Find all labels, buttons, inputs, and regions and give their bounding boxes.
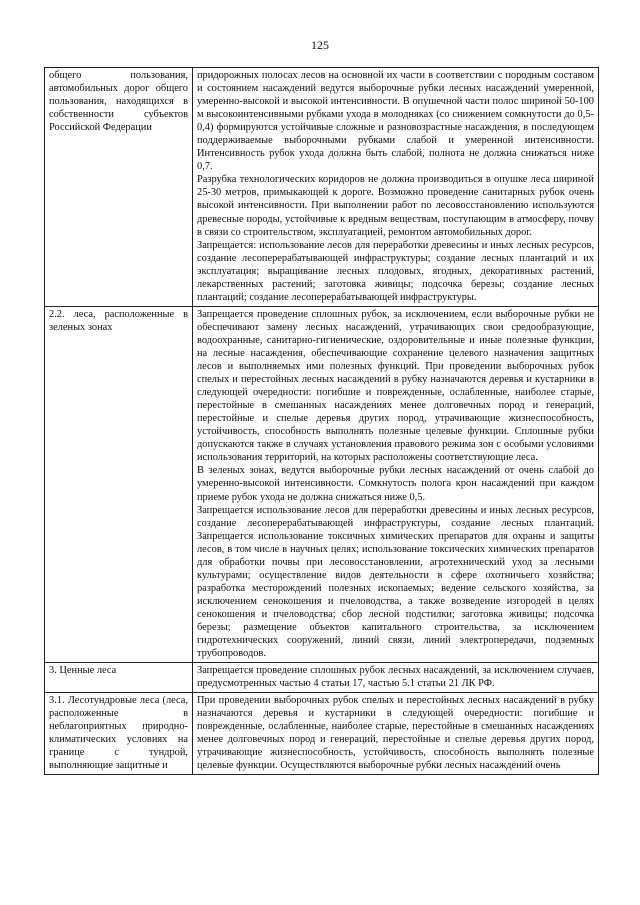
regulation-cell xyxy=(193,663,599,693)
paragraph: Запрещается: использование лесов для переработки древесины и иных лесных ресурсов, создание лесоперерабатывающей инфраструктуры; создание лесных плантаций и их эксплуатация; выращивание лесных плодовых, ягодных, декоративных растений, лекарственных растений; заготовка живицы; подсочка березы; создание лесных плантаций; создание лесоперерабатывающей инфраструктуры. xyxy=(197,239,594,303)
paragraph: В зеленых зонах, ведутся выборочные рубки лесных насаждений от очень слабой до умеренно-высокой интенсивности. Сомкнутость полога крон насаждений при каждом приеме рубок ухода не должна снижаться ниже 0,5. xyxy=(197,465,594,503)
table-row xyxy=(45,306,599,662)
paragraph: Разрубка технологических коридоров не должна производиться в опушке леса шириной 25-30 метров, примыкающей к дороге. Возможно проведение санитарных рубок очень высокой интенсивности. При выполнении работ по лесовосстановлению используются древесные породы, устойчивые к вредным веществам, поступающим в атмосферу, почву в связи со строительством, эксплуатацией, ремонтом автомобильных дорог. xyxy=(197,174,594,238)
forest-regulations-table xyxy=(44,67,599,775)
category-cell: общего пользования, автомобильных дорог общего пользования, находящихся в собственности субъектов Российской Федерации xyxy=(45,68,193,307)
regulation-cell xyxy=(193,68,599,307)
page-number: 125 xyxy=(311,38,329,52)
paragraph: Запрещается проведение сплошных рубок, за исключением, если выборочные рубки не обеспечивают замену лесных насаждений, утрачивающих свои средообразующие, водоохранные, санитарно-гигиенические, оздоровительные и иные полезные функции, на лесные насаждения, обеспечивающие сохранение целевого назначения защитных лесов и выполняемых ими полезных функций. При проведении выборочных рубок спелых и перестойных лесных насаждений в рубку назначаются деревья и кустарники в следующей очередности: погибшие и поврежденные, ослабленные, наиболее старые, перестойные в смешанных насаждениях менее долговечных пород и генераций, перестойные и спелые деревья других пород, утрачивающие жизнеспособность, устойчивость, способность выполнять полезные целевые функции. Сплошные рубки допускаются также в случаях установления правового режима зон с особыми условиями использования территорий, на которых расположены соответствующие леса. xyxy=(197,308,594,464)
table-row xyxy=(45,693,599,775)
category-cell: 2.2. леса, расположенные в зеленых зонах xyxy=(45,306,193,662)
table-row xyxy=(45,663,599,693)
paragraph: Запрещается использование лесов для переработки древесины и иных лесных ресурсов, создание лесоперерабатывающей инфраструктуры, создание лесных плантаций. Запрещается использование токсичных химических препаратов для охраны и защиты лесов, в том числе в научных целях; использование токсических химических препаратов для обработки почвы при лесовосстановлении, агротехнический уход за лесными культурами; осуществление видов деятельности в сфере охотничьего хозяйства; разработка месторождений полезных ископаемых; ведение сельского хозяйства, за исключением сенокошения и пчеловодства, а также возведение изгородей в целях сенокошения и пчеловодства; сбор лесной подстилки; заготовка живицы; подсочка березы; размещение объектов капитального строительства, за исключением гидротехнических сооружений, линий связи, линий электропередачи, подземных трубопроводов. xyxy=(197,504,594,660)
paragraph: Запрещается проведение сплошных рубок лесных насаждений, за исключением случаев, предусмотренных частью 4 статьи 17, частью 5.1 статьи 21 ЛК РФ. xyxy=(197,665,594,690)
paragraph: придорожных полосах лесов на основной их части в соответствии с породным составом и состоянием насаждений ведутся выборочные рубки лесных насаждений умеренной, умеренно-высокой и высокой интенсивности. В опушечной части полос шириной 50-100 м высокоинтенсивными рубками ухода в молодняках (со снижением сомкнутости до 0,5-0,4) формируются устойчивые сложные и разновозрастные насаждения, в последующем поддерживаемые выборочными рубками слабой и умеренной интенсивности. Интенсивность рубок ухода должна быть слабой, полнота не должна снижаться ниже 0,7. xyxy=(197,70,594,173)
regulation-cell xyxy=(193,306,599,662)
table-row xyxy=(45,68,599,307)
regulation-cell xyxy=(193,693,599,775)
category-cell: 3. Ценные леса xyxy=(45,663,193,693)
paragraph: При проведении выборочных рубок спелых и перестойных лесных насаждений в рубку назначаются деревья и кустарники в следующей очередности: погибшие и поврежденные, ослабленные, наиболее старые, перестойные в смешанных насаждениях менее долговечных пород и генераций, перестойные и спелые деревья других пород, утрачивающие жизнеспособность, устойчивость, способность выполнять полезные целевые функции. Осуществляются выборочные рубки лесных насаждений очень xyxy=(197,695,594,772)
category-cell: 3.1. Лесотундровые леса (леса, расположенные в неблагоприятных природно-климатических условиях на границе с тундрой, выполняющие защитные и xyxy=(45,693,193,775)
